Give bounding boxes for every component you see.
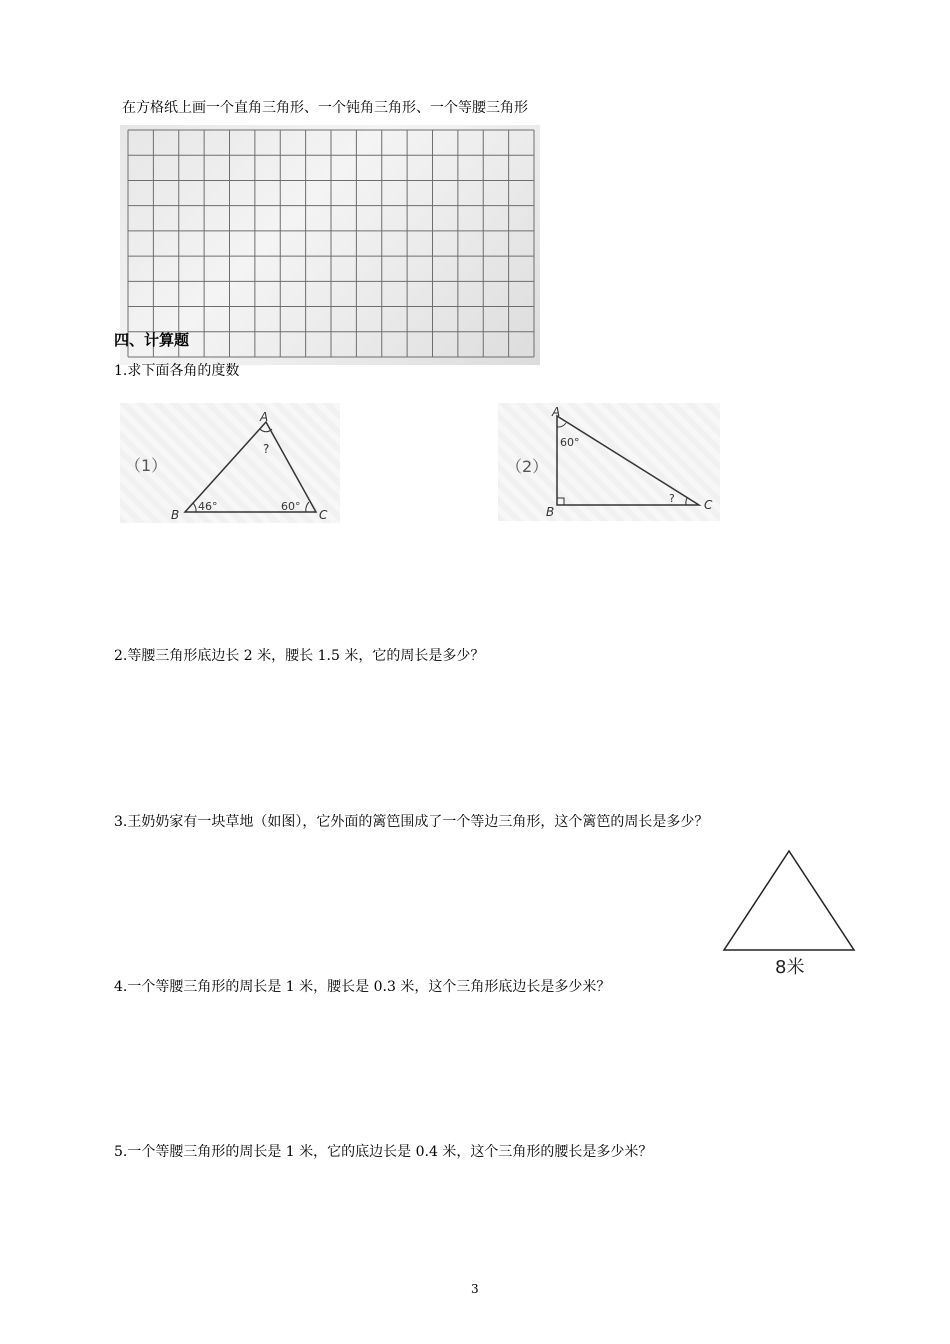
unknown-angle-mark: ? [263, 442, 270, 456]
angle-a-value: 60° [560, 436, 580, 449]
angle-b-value: 46° [198, 500, 218, 513]
section-heading: 四、计算题 [114, 331, 190, 349]
question-3: 3.王奶奶家有一块草地（如图），它外面的篱笆围成了一个等边三角形，这个篱笆的周长是多少？ [114, 814, 709, 830]
figure-1-label: （1） [125, 456, 168, 475]
grid-instruction: 在方格纸上画一个直角三角形、一个钝角三角形、一个等腰三角形 [122, 100, 528, 116]
triangle-2-drawing [498, 403, 720, 521]
vertex-c-label: C [319, 508, 328, 522]
vertex-a-label: A [260, 410, 269, 424]
side-length-label: 8米 [775, 957, 805, 978]
triangle-2-shape [557, 416, 699, 505]
angle-b-arc [193, 503, 196, 512]
equilateral-triangle-drawing [718, 845, 860, 980]
angle-a-arc [557, 423, 566, 427]
question-2: 2.等腰三角形底边长 2 米，腰长 1.5 米，它的周长是多少？ [114, 648, 485, 664]
right-angle-mark [557, 498, 564, 505]
triangle-1-drawing [120, 403, 340, 523]
angle-c-arc [686, 498, 687, 505]
equilateral-triangle-shape [724, 851, 854, 950]
angle-c-arc [306, 502, 309, 512]
vertex-b-label: B [546, 505, 555, 519]
question-4: 4.一个等腰三角形的周长是 1 米，腰长是 0.3 米，这个三角形底边长是多少米？ [114, 979, 611, 995]
triangle-1-shape [185, 422, 316, 512]
vertex-c-label: C [704, 498, 713, 512]
equilateral-triangle-figure [718, 845, 860, 980]
unknown-angle-mark: ? [669, 492, 675, 505]
vertex-b-label: B [171, 508, 180, 522]
angle-c-value: 60° [281, 500, 301, 513]
question-1: 1.求下面各角的度数 [114, 363, 240, 379]
triangle-figure-2 [498, 403, 720, 521]
question-5: 5.一个等腰三角形的周长是 1 米，它的底边长是 0.4 米，这个三角形的腰长是多少米？ [114, 1144, 653, 1160]
page-number: 3 [471, 1282, 479, 1296]
triangle-figure-1 [120, 403, 340, 523]
vertex-a-label: A [552, 405, 561, 419]
figure-2-label: （2） [506, 457, 549, 476]
